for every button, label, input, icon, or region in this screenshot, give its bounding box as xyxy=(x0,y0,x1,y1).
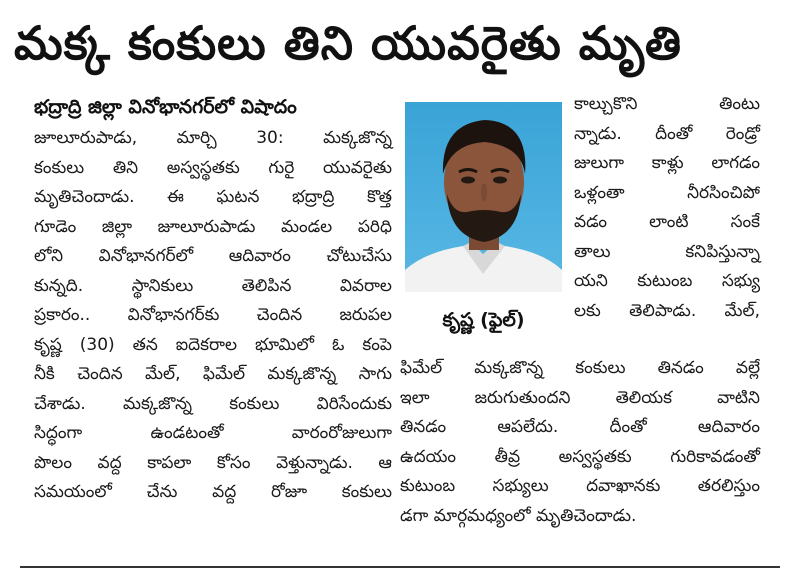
subheadline: భద్రాద్రి జిల్లా వినోభానగర్‌లో విషాదం xyxy=(34,96,297,118)
text-line: కంకులు తిని అస్వస్థతకు గురై యువరైతు xyxy=(34,157,392,178)
text-line: కుటుంబ సభ్యులు దవాఖానకు తరలిస్తుం xyxy=(400,476,760,496)
text-line: పొలం వద్ద కాపలా కోసం వెళ్తున్నాడు. ఆ xyxy=(34,452,392,473)
text-line: నీకి చెందిన మేల్‌, ఫిమేల్‌ మక్కజొన్న సాగు xyxy=(34,364,392,384)
portrait-photo xyxy=(405,102,562,292)
text-line: న్నాడు. దీంతో రెండ్రో xyxy=(574,123,760,144)
text-line: వడం లాంటి సంకే xyxy=(574,212,760,232)
left-column xyxy=(34,124,392,508)
right-column-bottom xyxy=(400,354,760,531)
text-line: మృతిచెందాడు. ఈ ఘటన భద్రాద్రి కొత్త xyxy=(34,187,392,207)
text-line: చేశాడు. మక్కజొన్న కంకులు విరిసేందుకు xyxy=(34,393,392,414)
text-line: సమయంలో చేను వద్ద రోజూ కంకులు xyxy=(34,482,392,502)
text-line: ఇలా జరుగుతుందని తెలియక వాటిని xyxy=(400,387,760,408)
text-line: యని కుటుంబ సభ్యు xyxy=(574,271,760,291)
text-line: లోని వినోభానగర్‌లో ఆదివారం చోటుచేసు xyxy=(34,246,392,266)
bottom-rule xyxy=(20,566,780,568)
headline: మక్క కంకులు తిని యువరైతు మృతి xyxy=(14,16,683,70)
text-line: సిద్ధంగా ఉండటంతో వారంరోజులుగా xyxy=(34,423,392,443)
text-line: తినడం ఆపలేదు. దీంతో ఆదివారం xyxy=(400,417,760,437)
text-line: కాల్చుకొని తింటు xyxy=(574,94,760,114)
text-line: ఫిమేల్‌ మక్కజొన్న కంకులు తినడం వల్లే xyxy=(400,358,760,378)
text-line: డగా మార్గమధ్యంలో మృతిచెందాడు. xyxy=(400,505,637,526)
photo-caption: కృష్ణ (ఫైల్‌) xyxy=(442,309,525,331)
text-line: తాలు కనిపిస్తున్నా xyxy=(574,241,760,262)
text-line: గూడెం జిల్లా జూలూరుపాడు మండల పరిధి xyxy=(34,216,392,237)
text-line: కున్నది. స్థానికులు తెలిపిన వివరాల xyxy=(34,275,392,296)
right-column-top xyxy=(574,90,760,326)
text-line: జులుగా కాళ్లు లాగడం xyxy=(574,153,760,173)
portrait-figure xyxy=(405,102,562,292)
text-line: జూలూరుపాడు, మార్చి 30: మక్కజొన్న xyxy=(34,128,392,148)
text-line: కృష్ణ (30) తన ఐదెకరాల భూమిలో ఓ కంపె xyxy=(34,334,392,355)
text-line: లకు తెలిపాడు. మేల్‌, xyxy=(574,300,760,321)
text-line: ఉదయం తీవ్ర అస్వస్థతకు గురికావడంతో xyxy=(400,446,760,467)
text-line: ఒళ్లంతా నీరసించిపో xyxy=(574,182,760,203)
text-line: ప్రకారం.. వినోభానగర్‌కు చెందిన జరుపల xyxy=(34,305,392,325)
